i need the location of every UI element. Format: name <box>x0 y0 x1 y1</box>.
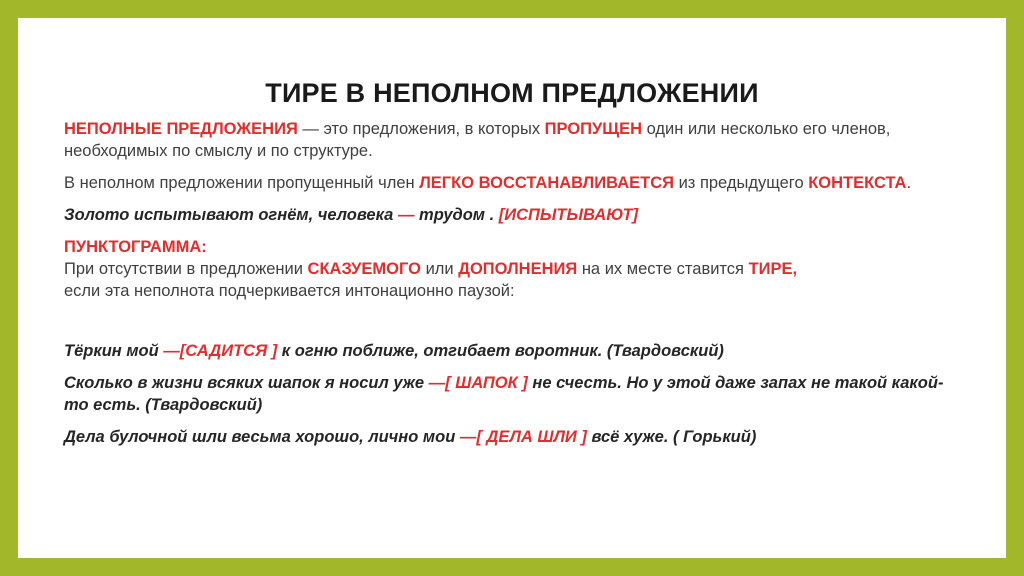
example-1: Тёркин мой —[САДИТСЯ ] к огню поближе, отгибает воротник. (Твардовский) <box>64 342 724 360</box>
context-paragraph: В неполном предложении пропущенный член ЛЕГКО ВОССТАНАВЛИВАЕТСЯ из предыдущего КОНТЕКСТА. <box>64 174 912 192</box>
definition-paragraph: НЕПОЛНЫЕ ПРЕДЛОЖЕНИЯ — это предложения, в которых ПРОПУЩЕН один или несколько его членов, необходимых по смыслу и по структуре. <box>64 120 891 160</box>
keyword-restored: ЛЕГКО ВОССТАНАВЛИВАЕТСЯ <box>419 174 674 192</box>
slide <box>18 18 1006 558</box>
example-3: Дела булочной шли весьма хорошо, лично мои —[ ДЕЛА ШЛИ ] всё хуже. ( Горький) <box>64 428 757 446</box>
slide-title: ТИРЕ В НЕПОЛНОМ ПРЕДЛОЖЕНИИ <box>265 78 759 108</box>
slide-body <box>64 118 964 458</box>
punctogram-rule: ПУНКТОГРАММА: При отсутствии в предложении СКАЗУЕМОГО или ДОПОЛНЕНИЯ на их месте ставится ТИРЕ, если эта неполнота подчеркивается интонационно паузой: <box>64 238 798 300</box>
term: НЕПОЛНЫЕ ПРЕДЛОЖЕНИЯ <box>64 120 298 138</box>
keyword-context: КОНТЕКСТА <box>808 174 907 192</box>
punctogram-heading: ПУНКТОГРАММА: <box>64 238 207 256</box>
spacer <box>64 312 964 340</box>
example-2: Сколько в жизни всяких шапок я носил уже —[ ШАПОК ] не счесть. Но у этой даже запах не такой какой-то есть. (Твардовский) <box>64 374 944 414</box>
example-proverb: Золото испытывают огнём, человека — трудом . [ИСПЫТЫВАЮТ] <box>64 206 639 224</box>
keyword-omitted: ПРОПУЩЕН <box>544 120 643 138</box>
